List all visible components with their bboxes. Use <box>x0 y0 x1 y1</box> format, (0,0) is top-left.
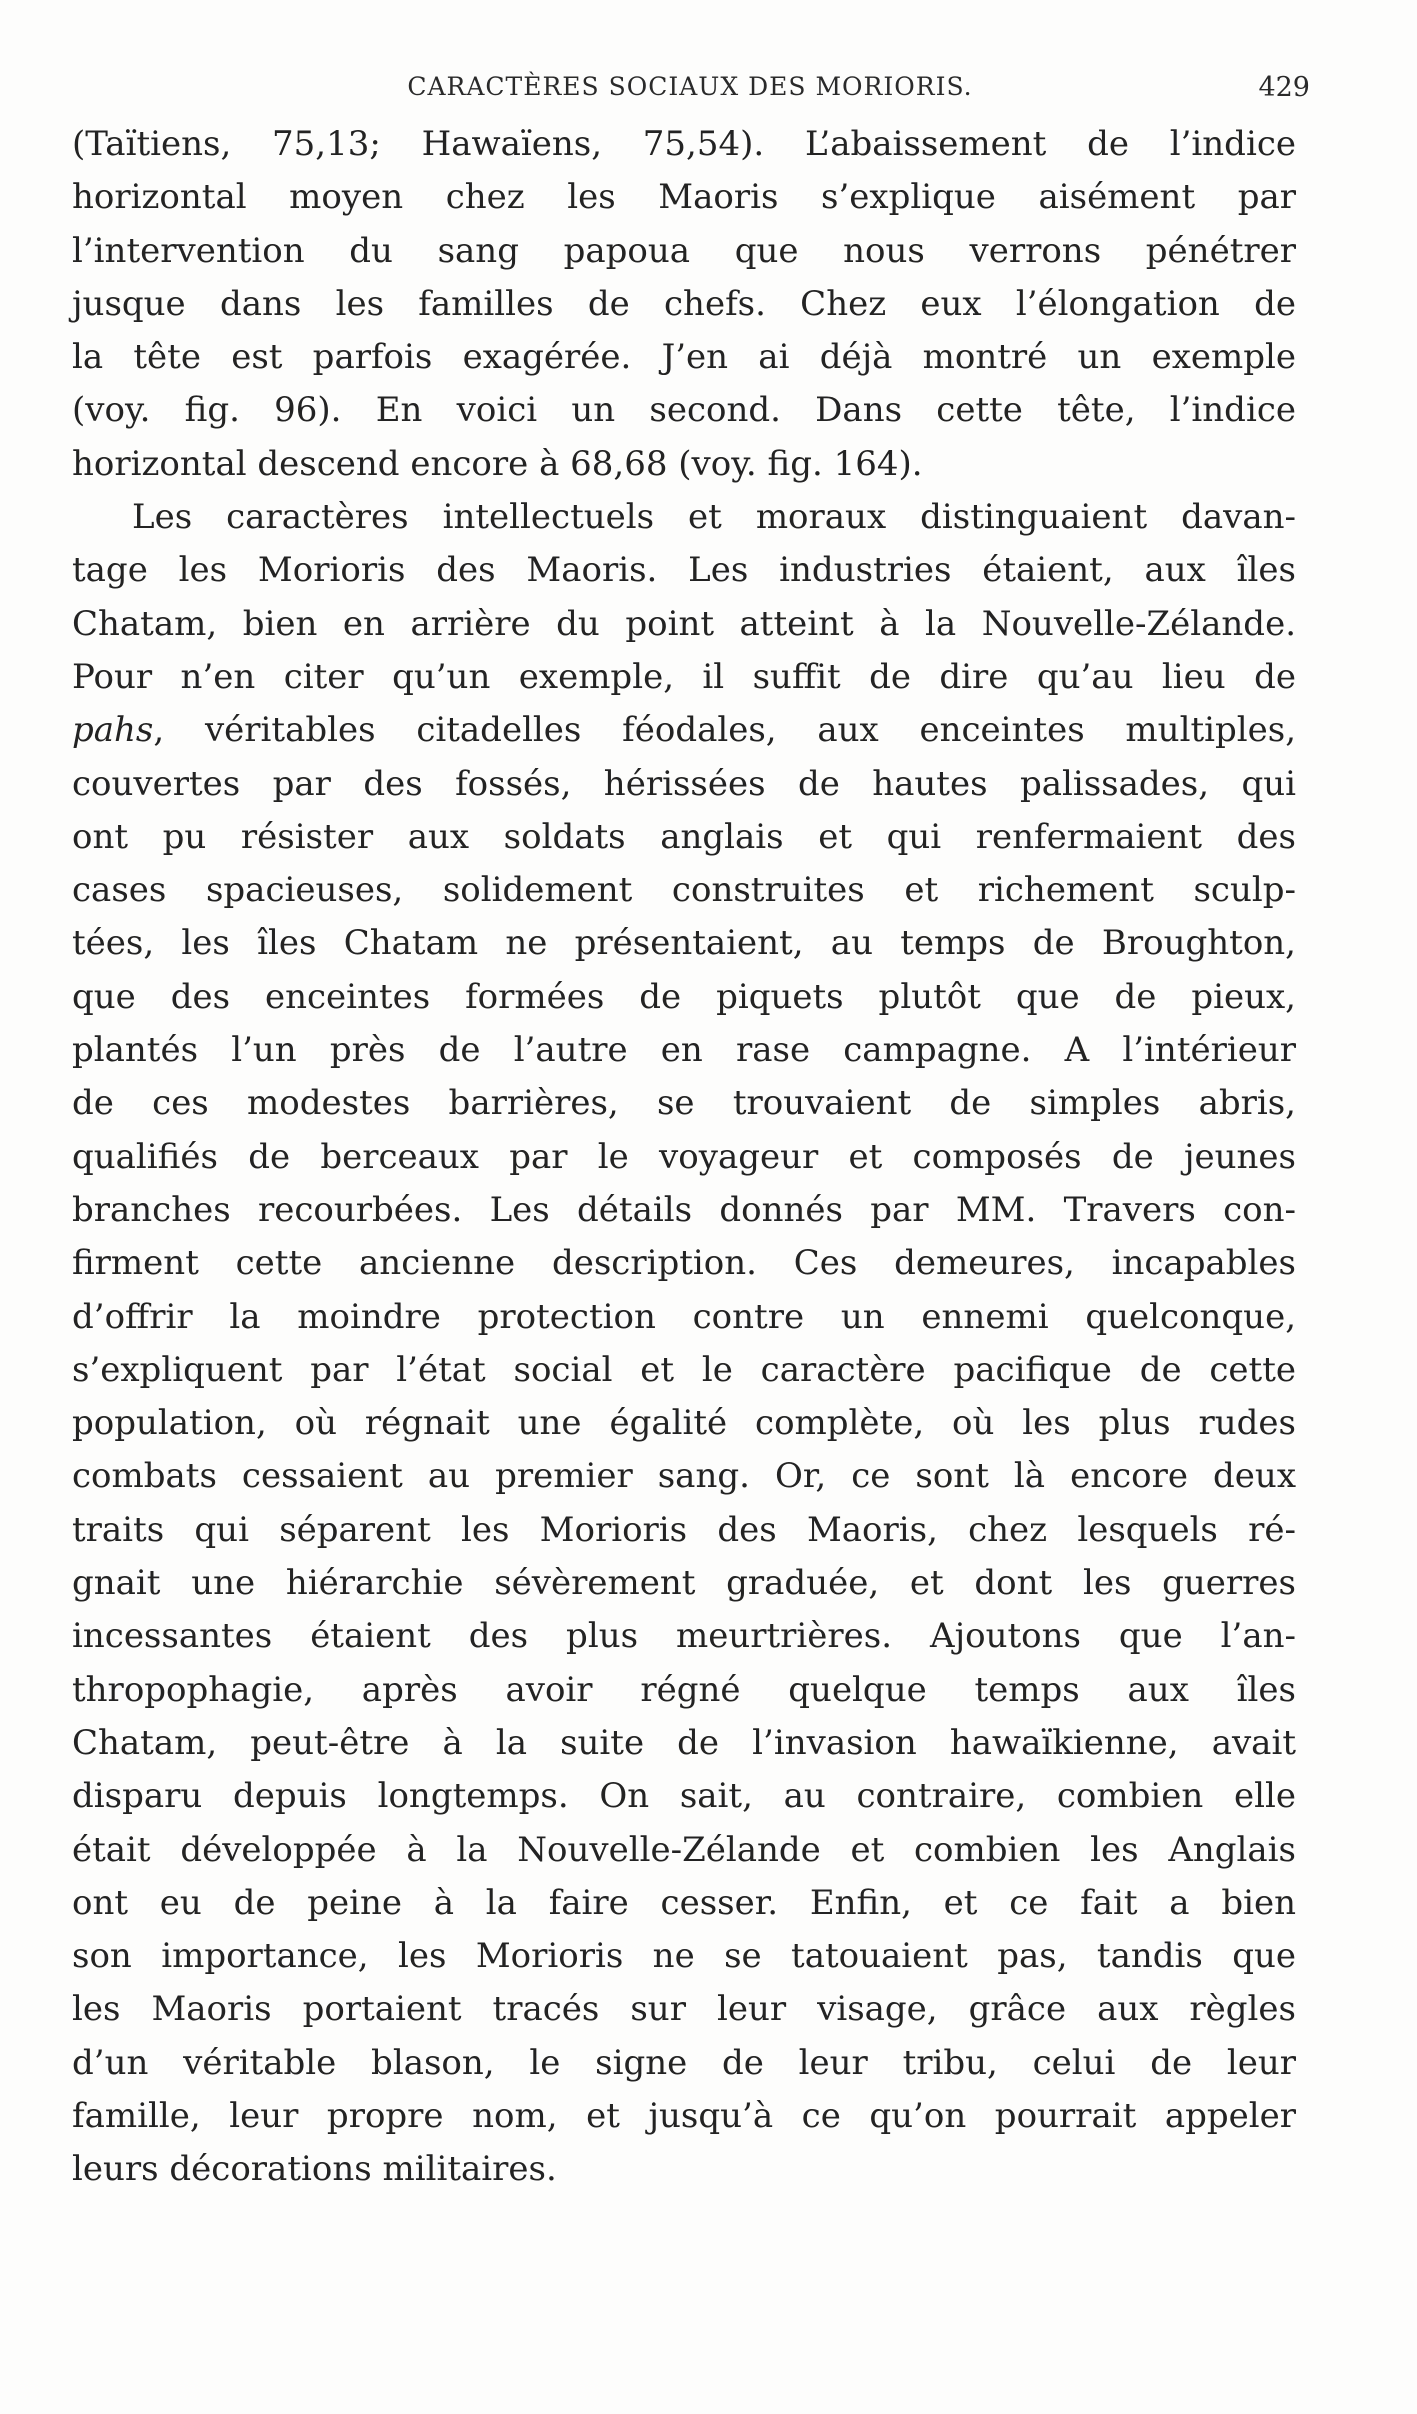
text-line: leurs décorations militaires. <box>72 2149 557 2190</box>
text-line: l’intervention du sang papoua que nous verrons pénétrer <box>72 230 1296 271</box>
text-line: était développée à la Nouvelle-Zélande et combien les Anglais <box>72 1829 1296 1870</box>
text-line: branches recourbées. Les détails donnés par MM. Travers con- <box>72 1189 1296 1230</box>
text-line: Pour n’en citer qu’un exemple, il suffit de dire qu’au lieu de <box>72 656 1296 697</box>
italic-word: pahs <box>72 710 154 751</box>
text-line: la tête est parfois exagérée. J’en ai déjà montré un exemple <box>72 337 1296 378</box>
running-title: CARACTÈRES SOCIAUX DES MORIORIS. <box>407 72 973 101</box>
text-line: qualifiés de berceaux par le voyageur et composés de jeunes <box>72 1136 1296 1177</box>
text-line: traits qui séparent les Morioris des Maoris, chez lesquels ré- <box>72 1509 1296 1550</box>
text-line: thropophagie, après avoir régné quelque temps aux îles <box>72 1669 1296 1710</box>
text-line: Chatam, peut-être à la suite de l’invasion hawaïkienne, avait <box>72 1722 1296 1763</box>
text-line: cases spacieuses, solidement construites et richement sculp- <box>72 870 1296 911</box>
body-text <box>72 118 1296 2197</box>
text-line: d’offrir la moindre protection contre un ennemi quelconque, <box>72 1296 1296 1337</box>
text-line: d’un véritable blason, le signe de leur tribu, celui de leur <box>72 2042 1296 2083</box>
text-line: de ces modestes barrières, se trouvaient de simples abris, <box>72 1083 1296 1124</box>
text-line: disparu depuis longtemps. On sait, au contraire, combien elle <box>72 1776 1296 1817</box>
page-number: 429 <box>1258 72 1310 103</box>
text-line: Chatam, bien en arrière du point atteint à la Nouvelle-Zélande. <box>72 603 1296 644</box>
text-line: gnait une hiérarchie sévèrement graduée, et dont les guerres <box>72 1563 1296 1604</box>
text-line: couvertes par des fossés, hérissées de hautes palissades, qui <box>72 763 1296 804</box>
text-line: combats cessaient au premier sang. Or, ce sont là encore deux <box>72 1456 1296 1497</box>
text-line: firment cette ancienne description. Ces demeures, incapables <box>72 1243 1296 1284</box>
text-line: population, où régnait une égalité complète, où les plus rudes <box>72 1403 1296 1444</box>
text-line: horizontal descend encore à 68,68 (voy. fig. 164). <box>72 443 923 484</box>
text-line: horizontal moyen chez les Maoris s’explique aisément par <box>72 177 1296 218</box>
running-header <box>70 72 1310 112</box>
text-line: incessantes étaient des plus meurtrières. Ajoutons que l’an- <box>72 1616 1296 1657</box>
text-line: que des enceintes formées de piquets plutôt que de pieux, <box>72 976 1296 1017</box>
text-line: son importance, les Morioris ne se tatouaient pas, tandis que <box>72 1936 1296 1977</box>
text-line: jusque dans les familles de chefs. Chez eux l’élongation de <box>72 283 1296 324</box>
paragraph-start-line: Les caractères intellectuels et moraux distinguaient davan- <box>132 497 1296 538</box>
text-line: (voy. fig. 96). En voici un second. Dans cette tête, l’indice <box>72 390 1296 431</box>
text-line: ont eu de peine à la faire cesser. Enfin, et ce fait a bien <box>72 1882 1296 1923</box>
text-line: ont pu résister aux soldats anglais et qui renfermaient des <box>72 816 1296 857</box>
text-line: (Taïtiens, 75,13; Hawaïens, 75,54). L’abaissement de l’indice <box>72 124 1296 164</box>
text-line: s’expliquent par l’état social et le caractère pacifique de cette <box>72 1349 1296 1390</box>
text-line: les Maoris portaient tracés sur leur visage, grâce aux règles <box>72 1989 1296 2030</box>
text-line: pahs, véritables citadelles féodales, aux enceintes multiples, <box>72 710 1296 751</box>
text-line: famille, leur propre nom, et jusqu’à ce qu’on pourrait appeler <box>72 2095 1296 2136</box>
text-line: plantés l’un près de l’autre en rase campagne. A l’intérieur <box>72 1030 1296 1071</box>
text-line: tées, les îles Chatam ne présentaient, au temps de Broughton, <box>72 923 1296 964</box>
text-line: tage les Morioris des Maoris. Les industries étaient, aux îles <box>72 550 1296 591</box>
